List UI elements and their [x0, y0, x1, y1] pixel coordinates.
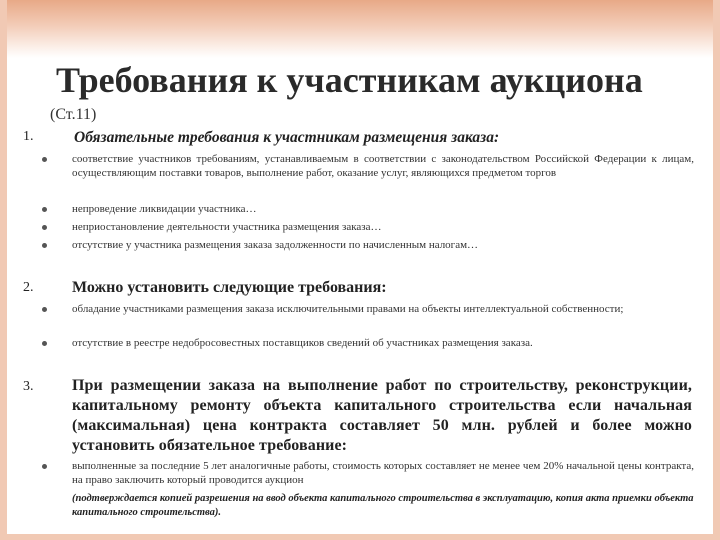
section-1-bullet-1: соответствие участников требованиям, устанавливаемым в соответствии с законодательством Российской Федерации к лицам, осуществляющим поставки товаров, выполнение работ, оказание услуг, являющихся предметом торгов [72, 152, 694, 180]
section-3-number: 3. [23, 379, 34, 394]
section-1-bullet-4: отсутствие у участника размещения заказа задолженности по начисленным налогам… [72, 238, 694, 252]
section-2-bullet-1: обладание участниками размещения заказа исключительными правами на объекты интеллектуальной собственности; [72, 302, 694, 316]
section-1-bullet-3: неприостановление деятельности участника размещения заказа… [72, 220, 694, 234]
section-3-note: (подтверждается копией разрешения на ввод объекта капитального строительства в эксплуатацию, копия акта приемки объекта капитального строительства). [72, 493, 694, 518]
section-1-bullet-2: непроведение ликвидации участника… [72, 202, 694, 216]
section-1-heading: Обязательные требования к участникам размещения заказа: [74, 129, 500, 146]
bullet-dot-icon [42, 464, 47, 469]
bullet-dot-icon [42, 157, 47, 162]
bullet-dot-icon [42, 341, 47, 346]
section-2-heading: Можно установить следующие требования: [72, 279, 387, 296]
section-2-number: 2. [23, 280, 34, 295]
article-reference: (Ст.11) [50, 106, 97, 123]
section-1-number: 1. [23, 129, 34, 144]
bullet-dot-icon [42, 243, 47, 248]
section-2-bullet-2: отсутствие в реестре недобросовестных поставщиков сведений об участниках размещения заказа. [72, 336, 694, 350]
section-3-bullet-1: выполненные за последние 5 лет аналогичные работы, стоимость которых составляет не менее чем 20% начальной цены контракта, на право заключить который проводится аукцион [72, 459, 694, 487]
slide-title: Требования к участникам аукциона [56, 60, 643, 100]
bullet-dot-icon [42, 207, 47, 212]
bullet-dot-icon [42, 225, 47, 230]
bullet-dot-icon [42, 307, 47, 312]
section-3-heading: При размещении заказа на выполнение работ по строительству, реконструкции, капитальному ремонту объекта капитального строительства если начальная (максимальная) цена контракта составляет 50 млн. рублей и более можно установить обязательное требование: [72, 377, 692, 454]
